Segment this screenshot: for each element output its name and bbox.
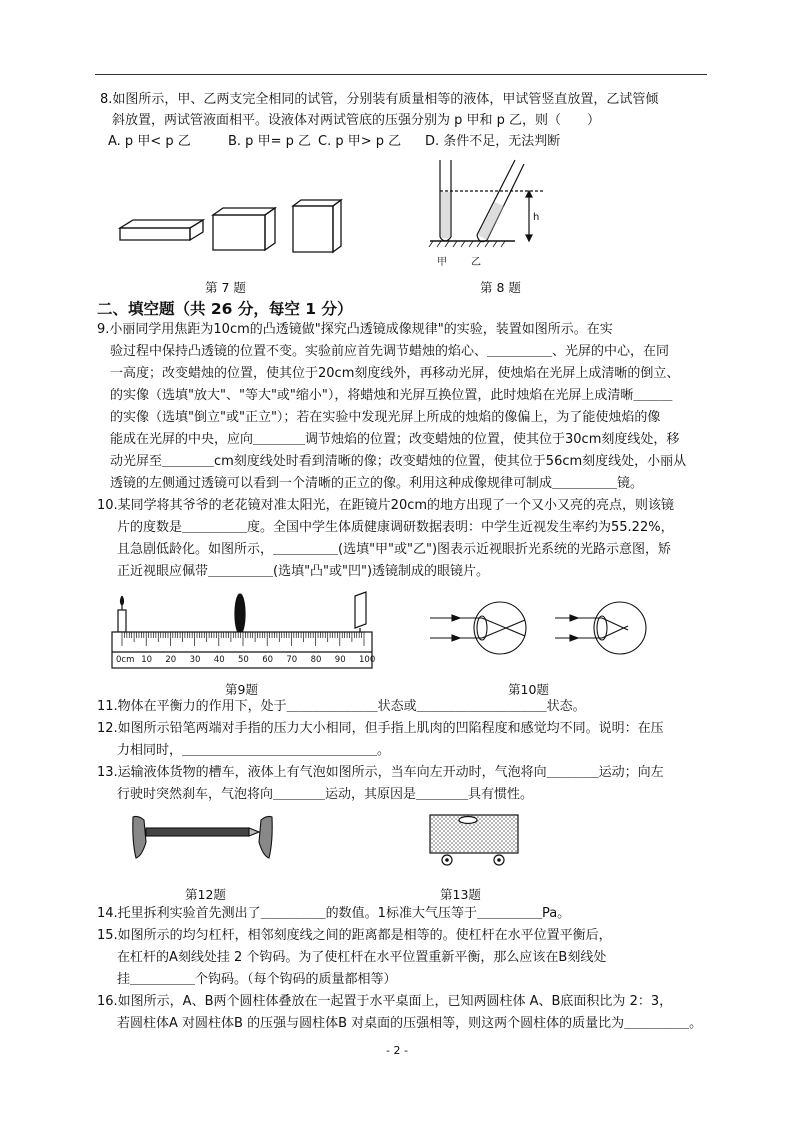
figure-9-caption: 第9题 <box>225 682 258 697</box>
ruler-label: 10 <box>141 655 153 665</box>
figure-13-tanker-car <box>425 812 525 872</box>
page-number: - 2 - <box>386 1044 408 1057</box>
q10-line-3: 且急剧低龄化。如图所示，＿＿＿＿＿(选填"甲"或"乙")图表示近视眼折光系统的光路示意图，矫 <box>117 542 672 557</box>
q16-line-2: 若圆柱体A 对圆柱体B 的压强与圆柱体B 对桌面的压强相等，则这两个圆柱体的质量比为＿＿＿＿＿。 <box>117 1016 703 1031</box>
figure-13-caption: 第13题 <box>440 887 481 902</box>
q8-option-c: C. p 甲> p 乙 <box>318 134 402 149</box>
q15-line-3: 挂＿＿＿＿＿个钩码。（每个钩码的质量都相等） <box>117 972 397 987</box>
ruler-label: 0cm <box>116 655 135 665</box>
figure-8-test-tubes <box>425 155 555 265</box>
q9-line-7: 动光屏至＿＿＿＿cm刻度线处时看到清晰的像；改变蜡烛的位置，使其位于56cm刻度线处，小丽从 <box>110 454 687 469</box>
ruler-label: 20 <box>165 655 177 665</box>
q12-line-2: 力相同时，＿＿＿＿＿＿＿＿＿＿＿＿＿＿＿。 <box>117 743 391 758</box>
q9-line-3: 一高度；改变蜡烛的位置，使其位于20cm刻度线外，再移动光屏，使烛焰在光屏上成清晰的倒立、 <box>110 366 680 381</box>
q9-line-2: 验过程中保持凸透镜的位置不变。实验前应首先调节蜡烛的焰心、＿＿＿＿＿、光屏的中心，在同 <box>110 344 670 359</box>
q10-line-4: 正近视眼应佩带＿＿＿＿＿(选填"凸"或"凹")透镜制成的眼镜片。 <box>117 564 490 579</box>
figure-7-blocks <box>115 190 355 260</box>
q12-line-1: 12.如图所示铅笔两端对手指的压力大小相同，但手指上肌肉的凹陷程度和感觉均不同。说明：在压 <box>97 721 664 736</box>
q15-line-2: 在杠杆的A刻线处挂 2 个钩码。为了使杠杆在水平位置重新平衡，那么应该在B刻线处 <box>117 950 607 965</box>
q16-line-1: 16.如图所示，A、B两个圆柱体叠放在一起置于水平桌面上，已知两圆柱体 A、B底面积比为 2：3， <box>97 994 673 1009</box>
q8-option-d: D. 条件不足，无法判断 <box>425 134 561 149</box>
figure-8-label-jia: 甲 <box>437 257 447 268</box>
q8-option-a: A. p 甲< p 乙 <box>108 134 191 149</box>
figure-10-eye-diagrams <box>430 600 660 660</box>
q15-line-1: 15.如图所示的均匀杠杆，相邻刻度线之间的距离都是相等的。使杠杆在水平位置平衡后， <box>97 928 612 943</box>
ruler-label: 40 <box>213 655 225 665</box>
figure-10-caption: 第10题 <box>508 682 549 697</box>
q9-line-8: 透镜的左侧通过透镜可以看到一个清晰的正立的像。利用这种成像规律可制成＿＿＿＿＿镜。 <box>110 476 644 491</box>
ruler-label: 30 <box>189 655 201 665</box>
figure-8-label-yi: 乙 <box>471 257 481 268</box>
q13-line-2: 行驶时突然刹车，气泡将向＿＿＿＿运动，其原因是＿＿＿＿具有惯性。 <box>117 787 534 802</box>
q14-line-1: 14.托里拆利实验首先测出了＿＿＿＿＿的数值。1标准大气压等于＿＿＿＿＿Pa。 <box>97 906 571 921</box>
q9-line-6: 能成在光屏的中央，应向＿＿＿＿调节烛焰的位置；改变蜡烛的位置，使其位于30cm刻度线处，移 <box>110 432 680 447</box>
ruler-label: 80 <box>310 655 322 665</box>
q9-line-1: 9.小丽同学用焦距为10cm的凸透镜做"探究凸透镜成像规律"的实验，装置如图所示。在实 <box>97 322 613 337</box>
q8-option-b: B. p 甲= p 乙 <box>228 134 311 149</box>
header-rule <box>95 74 707 75</box>
ruler-label: 50 <box>238 655 249 665</box>
figure-12-caption: 第12题 <box>185 887 226 902</box>
q10-line-2: 片的度数是＿＿＿＿＿度。全国中学生体质健康调研数据表明：中学生近视发生率约为55.22%， <box>117 520 674 535</box>
q13-line-1: 13.运输液体货物的槽车，液体上有气泡如图所示，当车向左开动时，气泡将向＿＿＿＿运动；向左 <box>97 765 664 780</box>
q8-line-1: 8.如图所示，甲、乙两支完全相同的试管，分别装有质量相等的液体，甲试管竖直放置，乙试管倾 <box>100 92 659 107</box>
ruler-label: 60 <box>262 655 274 665</box>
section-2-title: 二、填空题（共 26 分，每空 1 分） <box>97 300 353 318</box>
q9-line-5: 的实像（选填"倒立"或"正立"）；若在实验中发现光屏上所成的烛焰的像偏上，为了能使烛焰的像 <box>110 410 661 425</box>
figure-12-pencil-fingers <box>130 812 275 862</box>
ruler-label: 70 <box>286 655 298 665</box>
figure-7-caption: 第 7 题 <box>205 280 246 295</box>
q10-line-1: 10.某同学将其爷爷的老花镜对准太阳光，在距镜片20cm的地方出现了一个又小又亮的亮点，则该镜 <box>97 498 675 513</box>
q8-line-2: 斜放置，两试管液面相平。设液体对两试管底的压强分别为 p 甲和 p 乙，则（ ） <box>112 113 601 128</box>
figure-8-h-label: h <box>533 212 540 223</box>
q9-line-4: 的实像（选填"放大"、"等大"或"缩小"），将蜡烛和光屏互换位置，此时烛焰在光屏上成清晰＿＿＿ <box>110 388 673 403</box>
q11-line-1: 11.物体在平衡力的作用下，处于＿＿＿＿＿＿＿状态或＿＿＿＿＿＿＿＿＿＿状态。 <box>97 699 586 714</box>
ruler-label: 100 <box>359 655 376 665</box>
figure-8-caption: 第 8 题 <box>480 280 521 295</box>
ruler-label: 90 <box>334 655 346 665</box>
